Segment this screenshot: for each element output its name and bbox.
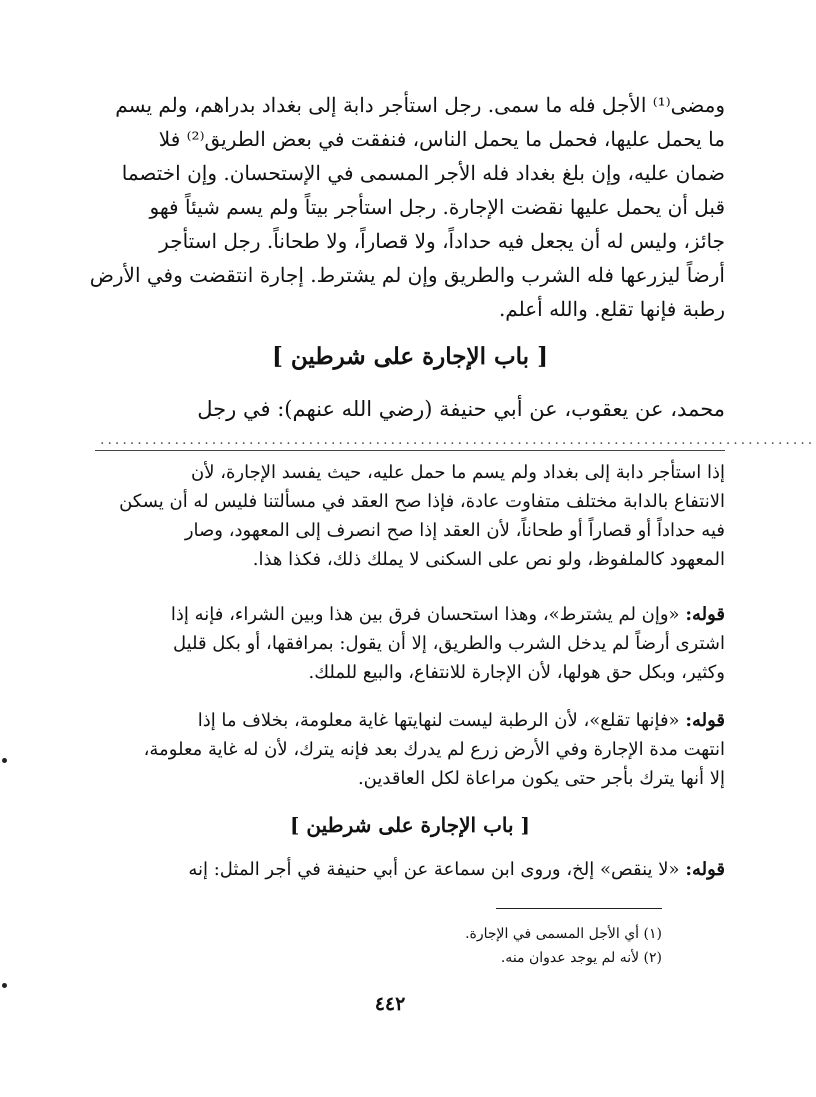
main-line: أرضاً ليزرعها فله الشرب والطريق وإن لم يشترط. إجارة انتقضت وفي الأرض <box>89 263 725 287</box>
commentary-paragraph <box>95 600 725 687</box>
chapter-intro <box>95 390 725 428</box>
main-line: ضمان عليه، وإن بلغ بغداد فله الأجر المسمى في الإستحسان. وإن اختصما <box>121 161 725 185</box>
main-line: رطبة فإنها تقلع. والله أعلم. <box>498 297 725 321</box>
scan-mark <box>2 758 7 763</box>
main-line: ومضى⁽¹⁾ الأجل فله ما سمى. رجل استأجر دابة إلى بغداد بدراهم، ولم يسم <box>115 93 725 117</box>
commentary-paragraph <box>95 458 725 574</box>
footnotes <box>262 922 662 970</box>
footnote-divider <box>496 908 662 909</box>
commentary-paragraph <box>95 855 725 884</box>
main-line: ما يحمل عليها، فحمل ما يحمل الناس، فنفقت في بعض الطريق⁽²⁾ فلا <box>158 127 725 151</box>
dotted-separator: ................................................................................................ <box>100 432 816 448</box>
commentary-paragraph <box>95 706 725 793</box>
footnote: (٢) لأنه لم يوجد عدوان منه. <box>500 950 662 966</box>
chapter-heading: [ باب الإجارة على شرطين ] <box>272 343 548 370</box>
commentary-text: «لا ينقص» إلخ، وروى ابن سماعة عن أبي حنيفة في أجر المثل: إنه <box>188 859 680 880</box>
intro-line: محمد، عن يعقوب، عن أبي حنيفة (رضي الله عنهم): في رجل <box>197 397 725 421</box>
commentary-text: «فإنها تقلع»، لأن الرطبة ليست لنهايتها غاية معلومة، بخلاف ما إذا <box>197 710 680 731</box>
commentary-line <box>95 855 725 884</box>
commentary-chapter-heading: [ باب الإجارة على شرطين ] <box>290 813 530 837</box>
footnote: (١) أي الأجل المسمى في الإجارة. <box>465 926 662 942</box>
commentary-line: الانتفاع بالدابة مختلف متفاوت عادة، فإذا صح العقد في مسألتنا فليس له أن يسكن <box>119 491 725 512</box>
page-number: ٤٤٢ <box>374 993 406 1015</box>
scan-mark <box>2 983 7 988</box>
commentary-line: انتهت مدة الإجارة وفي الأرض زرع لم يدرك بعد فإنه يترك، لأن له غاية معلومة، <box>143 739 725 760</box>
commentary-line: اشترى أرضاً لم يدخل الشرب والطريق، إلا أن يقول: بمرافقها، أو بكل قليل <box>172 633 725 654</box>
commentary-divider <box>95 450 725 451</box>
main-line: جائز، وليس له أن يجعل فيه حداداً، ولا قصاراً، ولا طحاناً. رجل استأجر <box>159 229 725 253</box>
commentary-line: وكثير، وبكل حق هولها، لأن الإجارة للانتفاع، والبيع للملك. <box>308 662 725 683</box>
commentary-text: «وإن لم يشترط»، وهذا استحسان فرق بين هذا وبين الشراء، فإنه إذا <box>170 604 680 625</box>
commentary-label: قوله: <box>685 604 725 625</box>
commentary-line: إذا استأجر دابة إلى بغداد ولم يسم ما حمل عليه، حيث يفسد الإجارة، لأن <box>190 462 725 483</box>
commentary-label: قوله: <box>685 859 725 880</box>
commentary-line: المعهود كالملفوظ، ولو نص على السكنى لا يملك ذلك، فكذا هذا. <box>252 549 725 570</box>
commentary-line: فيه حداداً أو قصاراً أو طحاناً، لأن العقد إذا صح انصرف إلى المعهود، وصار <box>184 520 725 541</box>
commentary-line: إلا أنها يترك بأجر حتى يكون مراعاة لكل العاقدين. <box>357 768 725 789</box>
main-text <box>89 88 725 326</box>
main-line: قبل أن يحمل عليها نقضت الإجارة. رجل استأجر بيتاً ولم يسم شيئاً فهو <box>149 195 725 219</box>
commentary-label: قوله: <box>685 710 725 731</box>
commentary-line <box>95 706 725 735</box>
commentary-line <box>95 600 725 629</box>
